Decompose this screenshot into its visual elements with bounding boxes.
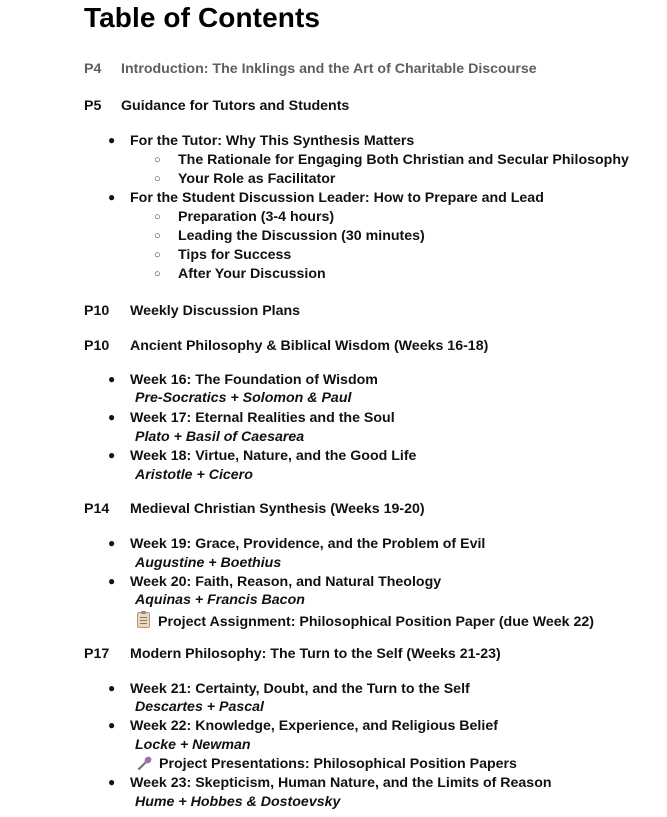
- week-label: Week 20: Faith, Reason, and Natural Theology: [130, 574, 442, 590]
- entry-label: Modern Philosophy: The Turn to the Self (Weeks 21-23): [130, 646, 501, 662]
- bullet-icon: ●: [108, 372, 116, 386]
- entry-label: Medieval Christian Synthesis (Weeks 19-20): [130, 501, 425, 517]
- item-label: For the Student Discussion Leader: How to Prepare and Lead: [130, 190, 544, 206]
- list-item-after[interactable]: [154, 266, 326, 282]
- page-number: P10: [84, 338, 110, 354]
- page-title: Table of Contents: [84, 2, 321, 33]
- week-17-authors: Plato + Basil of Caesarea: [135, 429, 305, 445]
- item-label: Tips for Success: [178, 247, 292, 263]
- week-19-authors: Augustine + Boethius: [135, 555, 282, 571]
- entry-label: Weekly Discussion Plans: [130, 303, 301, 319]
- week-label: Week 19: Grace, Providence, and the Problem of Evil: [130, 536, 486, 552]
- week-label: Week 22: Knowledge, Experience, and Religious Belief: [130, 718, 498, 734]
- week-20-authors: Aquinas + Francis Bacon: [135, 592, 305, 608]
- toc-entry-weekly-plans[interactable]: [84, 303, 300, 319]
- toc-entry-guidance[interactable]: [84, 98, 349, 114]
- hollow-bullet-icon: ○: [154, 249, 161, 261]
- week-19-item[interactable]: [108, 536, 485, 552]
- list-item-leading[interactable]: [154, 228, 425, 244]
- project-presentations-note[interactable]: [137, 756, 517, 772]
- hollow-bullet-icon: ○: [154, 211, 161, 223]
- note-label: Project Assignment: Philosophical Position Paper (due Week 22): [158, 614, 594, 630]
- week-22-item[interactable]: [108, 718, 498, 734]
- toc-entry-introduction[interactable]: [84, 61, 537, 77]
- week-label: Week 18: Virtue, Nature, and the Good Life: [130, 448, 417, 464]
- week-label: Week 21: Certainty, Doubt, and the Turn to the Self: [130, 681, 470, 697]
- list-item-rationale[interactable]: [154, 152, 629, 168]
- week-18-item[interactable]: [108, 448, 416, 464]
- page-number: P5: [84, 98, 102, 114]
- list-item-preparation[interactable]: [154, 209, 334, 225]
- list-item-for-the-student-leader[interactable]: [108, 190, 544, 206]
- project-assignment-note[interactable]: [137, 612, 594, 630]
- bullet-icon: ●: [108, 574, 116, 588]
- note-label: Project Presentations: Philosophical Position Papers: [159, 756, 517, 772]
- week-16-authors: Pre-Socratics + Solomon & Paul: [135, 390, 352, 406]
- week-17-item[interactable]: [108, 410, 395, 426]
- list-item-for-the-tutor[interactable]: [108, 133, 414, 149]
- week-23-authors: Hume + Hobbes & Dostoevsky: [135, 794, 341, 810]
- bullet-icon: ●: [108, 536, 116, 550]
- page-number: P4: [84, 61, 102, 77]
- hollow-bullet-icon: ○: [154, 154, 161, 166]
- week-label: Week 17: Eternal Realities and the Soul: [130, 410, 395, 426]
- entry-label: Ancient Philosophy & Biblical Wisdom (Weeks 16-18): [130, 338, 489, 354]
- list-item-tips[interactable]: [154, 247, 291, 263]
- week-label: Week 23: Skepticism, Human Nature, and the Limits of Reason: [130, 775, 552, 791]
- week-23-item[interactable]: [108, 775, 552, 791]
- bullet-icon: ●: [108, 681, 116, 695]
- item-label: Leading the Discussion (30 minutes): [178, 228, 425, 244]
- bullet-icon: ●: [108, 133, 116, 147]
- item-label: After Your Discussion: [178, 266, 326, 282]
- hollow-bullet-icon: ○: [154, 268, 161, 280]
- week-label: Week 16: The Foundation of Wisdom: [130, 372, 378, 388]
- item-label: For the Tutor: Why This Synthesis Matters: [130, 133, 415, 149]
- clipboard-icon: [137, 612, 150, 628]
- item-label: Preparation (3-4 hours): [178, 209, 335, 225]
- week-16-item[interactable]: [108, 372, 378, 388]
- bullet-icon: ●: [108, 775, 116, 789]
- bullet-icon: ●: [108, 718, 116, 732]
- week-20-item[interactable]: [108, 574, 441, 590]
- hollow-bullet-icon: ○: [154, 230, 161, 242]
- list-item-your-role[interactable]: [154, 171, 335, 187]
- bullet-icon: ●: [108, 448, 116, 462]
- week-22-authors: Locke + Newman: [135, 737, 251, 753]
- page-number: P17: [84, 646, 110, 662]
- bullet-icon: ●: [108, 410, 116, 424]
- item-label: The Rationale for Engaging Both Christian and Secular Philosophy: [178, 152, 629, 168]
- entry-label: Introduction: The Inklings and the Art of Charitable Discourse: [121, 61, 537, 77]
- page-number: P10: [84, 303, 110, 319]
- week-18-authors: Aristotle + Cicero: [135, 467, 253, 483]
- week-21-item[interactable]: [108, 681, 470, 697]
- page-number: P14: [84, 501, 110, 517]
- entry-label: Guidance for Tutors and Students: [121, 98, 350, 114]
- toc-entry-modern-philosophy[interactable]: [84, 646, 501, 662]
- toc-entry-ancient-philosophy[interactable]: [84, 338, 488, 354]
- hollow-bullet-icon: ○: [154, 173, 161, 185]
- microphone-icon: [137, 756, 153, 770]
- toc-entry-medieval-synthesis[interactable]: [84, 501, 425, 517]
- item-label: Your Role as Facilitator: [178, 171, 336, 187]
- bullet-icon: ●: [108, 190, 116, 204]
- week-21-authors: Descartes + Pascal: [135, 699, 264, 715]
